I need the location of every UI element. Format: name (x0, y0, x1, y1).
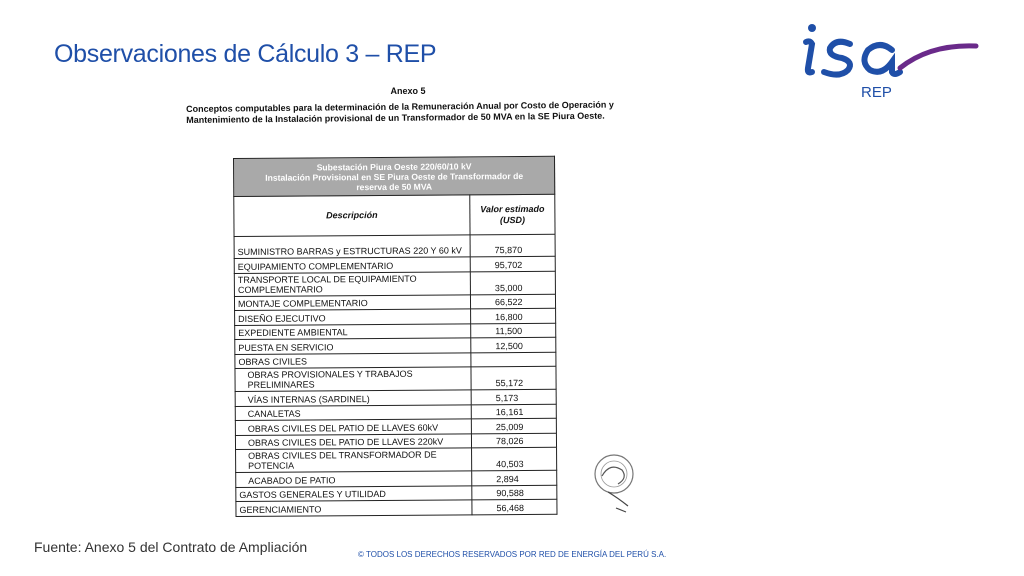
column-value (470, 194, 555, 235)
row-value: 78,026 (471, 433, 556, 448)
caption-line-2: Mantenimiento de la Instalación provisional de un Transformador de 50 MVA en la SE Piura Oeste. (186, 110, 605, 125)
row-value: 95,702 (470, 256, 555, 271)
row-description: OBRAS CIVILES DEL PATIO DE LLAVES 220kV (235, 433, 471, 449)
row-value: 75,870 (470, 234, 555, 257)
column-value-line-2: (USD) (499, 214, 525, 225)
row-description: ACABADO DE PATIO (236, 471, 472, 487)
row-value (471, 352, 556, 367)
copyright-footer: © TODOS LOS DERECHOS RESERVADOS POR RED DE ENERGÍA DEL PERÚ S.A. (358, 550, 667, 559)
isa-rep-logo (800, 20, 980, 110)
document-caption (186, 99, 636, 126)
table-header-line-1: Subestación Piura Oeste 220/60/10 kV (316, 160, 472, 172)
logo-subtitle: REP (861, 84, 892, 101)
row-description: CANALETAS (235, 404, 471, 420)
row-value: 25,009 (471, 418, 556, 433)
table-header (234, 156, 555, 196)
row-description: OBRAS CIVILES DEL TRANSFORMADOR DE POTENCIA (236, 448, 472, 473)
row-description: TRANSPORTE LOCAL DE EQUIPAMIENTO COMPLEMENTARIO (234, 271, 470, 296)
table-header-line-2: Instalación Provisional en SE Piura Oeste de Transformador de (265, 170, 524, 183)
row-description: VÍAS INTERNAS (SARDINEL) (235, 390, 471, 406)
table-header-row (234, 156, 555, 196)
column-header-row (234, 194, 555, 236)
row-description: EXPEDIENTE AMBIENTAL (235, 323, 471, 339)
row-value: 40,503 (472, 447, 557, 471)
row-value: 56,468 (472, 499, 557, 514)
row-description: OBRAS CIVILES DEL PATIO DE LLAVES 60kV (235, 419, 471, 435)
row-description: DISEÑO EJECUTIVO (235, 309, 471, 325)
table-header-line-3: reserva de 50 MVA (356, 181, 433, 192)
caption-line-1: Conceptos computables para la determinación de la Remuneración Anual por Costo de Operación y (186, 99, 614, 114)
table-row (235, 366, 556, 391)
row-value: 55,172 (471, 366, 556, 390)
row-value: 90,588 (472, 485, 557, 500)
seal-stamp-icon (588, 450, 640, 516)
slide-title: Observaciones de Cálculo 3 – REP (54, 40, 437, 68)
row-description: OBRAS PROVISIONALES Y TRABAJOS PRELIMINARES (235, 367, 471, 392)
row-value: 66,522 (470, 294, 555, 309)
row-description: MONTAJE COMPLEMENTARIO (234, 294, 470, 310)
row-description: PUESTA EN SERVICIO (235, 338, 471, 354)
annex-heading: Anexo 5 (390, 86, 426, 96)
isa-logo-icon (800, 20, 980, 90)
row-value: 35,000 (470, 271, 555, 295)
row-value: 16,800 (471, 308, 556, 323)
column-description: Descripción (234, 195, 470, 237)
table-row (234, 234, 555, 258)
row-description: SUMINISTRO BARRAS y ESTRUCTURAS 220 Y 60 kV (234, 235, 470, 259)
row-value: 5,173 (471, 389, 556, 404)
table-row (236, 447, 557, 472)
scanned-document (178, 80, 648, 520)
row-value: 11,500 (471, 323, 556, 338)
row-description: OBRAS CIVILES (235, 352, 471, 368)
table-row (234, 271, 555, 296)
row-description: GASTOS GENERALES Y UTILIDAD (236, 485, 472, 501)
table-row (236, 499, 557, 516)
row-description: GERENCIAMIENTO (236, 500, 472, 516)
row-value: 16,161 (471, 404, 556, 419)
cost-table (233, 156, 557, 517)
row-value: 2,894 (472, 470, 557, 485)
row-value: 12,500 (471, 337, 556, 352)
row-description: EQUIPAMIENTO COMPLEMENTARIO (234, 257, 470, 273)
source-note: Fuente: Anexo 5 del Contrato de Ampliación (34, 539, 308, 555)
column-value-line-1: Valor estimado (480, 203, 545, 214)
